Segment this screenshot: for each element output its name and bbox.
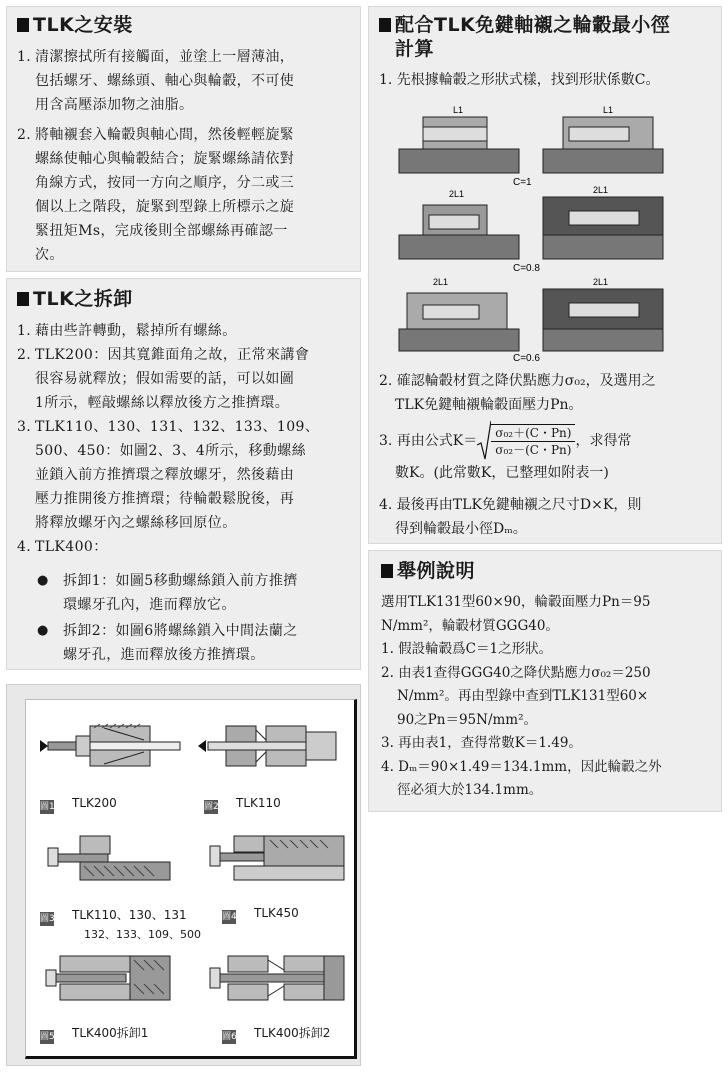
removal-title: TLK之拆卸 [17, 287, 133, 311]
install-list [17, 45, 357, 267]
svg-text:2L1: 2L1 [593, 277, 609, 287]
fig1-drawing [34, 718, 184, 778]
svg-text:2L1: 2L1 [593, 185, 609, 195]
formula-sqrt [477, 421, 575, 461]
install-item: 1. 清潔擦拭所有接觸面，並塗上一層薄油， 包括螺牙、螺絲頭、軸心與輪轂，不可使 用含高壓添加物之油脂。 [17, 49, 295, 113]
example-body: 選用TLK131型60×90，輪轂面壓力Pn＝95 N/mm²，輪轂材質GGG40。 1. 假設輪轂爲C＝1之形狀。 2. 由表1查得GGG40之降伏點應力σ₀₂＝250 N/mm²。再由型錄中查到TLK131型60× 90之Pn＝95N/mm²。 3. 再由表1，查得常數K＝1.49。 4. Dₘ＝90×1.49＝134.1mm，因此輪轂之外 徑必須大於134.1mm。 [381, 594, 662, 798]
install-title: TLK之安裝 [17, 13, 133, 37]
calc-step4: 4. 最後再由TLK免鍵軸襯之尺寸D×K，則 得到輪轂最小徑Dₘ。 [379, 497, 642, 537]
figures-frame [25, 699, 357, 1059]
fig5-drawing [40, 950, 180, 1006]
fig3-caption: 圖3 TLK110、130、131 [40, 908, 187, 924]
fig4-drawing [204, 830, 349, 890]
fig4-caption: 圖4 TLK450 [222, 906, 299, 922]
removal-panel [6, 278, 361, 670]
calc-step3: 3. 再由公式K＝ $\frac{\text{σ₀₂＋(C・Pn)}}{\text{σ₀₂－(C・Pn)}}$ ，求得常 數K。(此常數K，已整理如附表一) [379, 421, 719, 485]
hub-shape-diagrams [393, 97, 713, 365]
bullet-item: ● 拆卸2：如圖6將螺絲鎖入中間法蘭之 螺牙孔，進而釋放後方推擠環。 [17, 619, 362, 667]
svg-text:L1: L1 [603, 105, 614, 115]
sqrt-sign-icon [477, 421, 491, 461]
calc-step2: 2. 確認輪轂材質之降伏點應力σ₀₂，及選用之 TLK免鍵軸襯輪轂面壓力Pn。 [379, 373, 656, 413]
fig1-caption: 圖1 TLK200 [40, 796, 117, 812]
removal-item: 3. TLK110、130、131、132、133、109、 500、450：如圖2、3、4所示，移動螺絲 並鎖入前方推擠環之釋放螺牙，然後藉由 壓力推開後方推擠環；待輪轂鬆脫後，再 將釋放螺牙內之螺絲移回原位。 [17, 419, 320, 531]
c2-label: C=0.8 [513, 263, 540, 274]
removal-bullets [17, 569, 362, 667]
example-title: 舉例說明 [381, 559, 475, 583]
removal-item: 2. TLK200：因其寬錐面角之故，正常來講會 很容易就釋放；假如需要的話，可以如圖 1所示，輕敲螺絲以釋放後方之推擠環。 [17, 347, 310, 411]
c3-label: C=0.6 [513, 353, 540, 364]
square-bullet-icon [17, 292, 29, 306]
calc-panel [368, 6, 722, 544]
removal-list [17, 319, 357, 559]
formula-fraction: $\frac{\text{σ₀₂＋(C・Pn)}}{\text{σ₀₂－(C・Pn)}}$ [491, 424, 575, 458]
figures-panel [6, 684, 361, 1066]
svg-text:2L1: 2L1 [433, 277, 449, 287]
install-item: 2. 將軸襯套入輪轂與軸心間，然後輕輕旋緊 螺絲使軸心與輪轂結合；旋緊螺絲請依對 角線方式，按同一方向之順序，分二或三 個以上之階段，旋緊到型錄上所標示之旋 緊扭矩Ms，完成後則全部螺絲再確認一 次。 [17, 127, 295, 263]
square-bullet-icon [379, 18, 391, 32]
svg-text:2L1: 2L1 [449, 189, 465, 199]
calc-step1: 1. 先根據輪轂之形狀式樣，找到形狀係數C。 [379, 72, 660, 88]
bullet-item: ● 拆卸1：如圖5移動螺絲鎖入前方推擠 環螺牙孔內，進而釋放它。 [17, 569, 362, 617]
c1-label: C=1 [513, 177, 532, 188]
fig3-caption-line2: 132、133、109、500 [84, 928, 201, 941]
fig6-caption: 圖6 TLK400拆卸2 [222, 1026, 331, 1042]
install-panel [6, 6, 361, 272]
fig3-drawing [40, 830, 180, 890]
svg-text:L1: L1 [453, 105, 464, 115]
square-bullet-icon [17, 18, 29, 32]
removal-item: 4. TLK400： [17, 539, 108, 555]
fig2-drawing [196, 718, 346, 778]
fig5-caption: 圖5 TLK400拆卸1 [40, 1026, 149, 1042]
example-panel [368, 550, 722, 812]
fig2-caption: 圖2 TLK110 [204, 796, 281, 812]
calc-title: 配合TLK免鍵軸襯之輪轂最小徑 計算 [379, 13, 719, 61]
removal-item: 1. 藉由些許轉動，鬆掉所有螺絲。 [17, 323, 237, 339]
fig6-drawing [204, 950, 349, 1006]
square-bullet-icon [381, 564, 393, 578]
